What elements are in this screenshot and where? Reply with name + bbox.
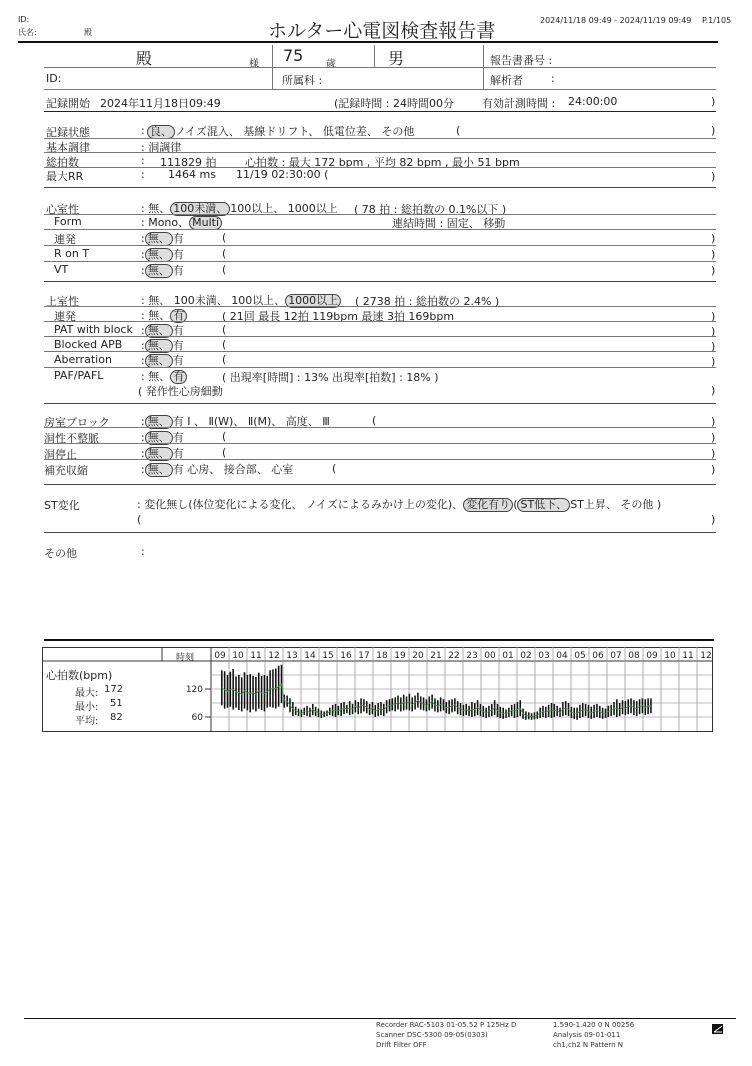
sv-row-options: : 無、 有 [141, 354, 184, 367]
hour-label: 02 [520, 651, 532, 661]
hour-label: 17 [358, 651, 370, 661]
v-row-options: : 無、 有 [141, 232, 184, 245]
analyst-colon: : [551, 72, 555, 85]
rhythm-value: : 洞調律 [141, 141, 182, 154]
hour-label: 16 [340, 651, 352, 661]
oa-row-paren: ( [372, 414, 377, 427]
chart-title: 心拍数(bpm) [46, 669, 113, 682]
v-row-paren: ( [222, 247, 227, 260]
hour-label: 05 [574, 651, 586, 661]
v-row-close: ) [711, 232, 716, 245]
sv-row-options: : 無、 有 [141, 339, 184, 352]
oa-row-close: ) [711, 463, 716, 476]
st-text: : 変化無し(体位変化による変化、 ノイズによるみかけ上の変化)、 [137, 498, 464, 511]
max-rr-label: 最大RR [46, 170, 84, 183]
oa-row-paren: ( [222, 430, 227, 443]
report-title: ホルター心電図検査報告書 [268, 20, 496, 42]
paf-prefix: : 無、 [141, 370, 171, 383]
supraventricular-label: 上室性 [46, 295, 79, 308]
logo-icon [712, 1024, 723, 1034]
hour-label: 09 [646, 651, 658, 661]
ventricular-selected: 100未満、 [170, 202, 230, 216]
paf-options [141, 368, 187, 384]
record-start-value: 2024年11月18日09:49 [100, 97, 221, 110]
paf-selected: 有 [170, 370, 187, 384]
hour-label: 06 [592, 651, 604, 661]
sv-prefix: : 無、 100未満、 100以上、 [141, 294, 286, 307]
record-duration: (記録時間 : 24時間00分 [334, 97, 454, 110]
oa-row-paren: ( [222, 446, 227, 459]
oa-row-options: : 無、 有 [141, 431, 184, 444]
report-number-label: 報告書番号 : [490, 54, 553, 67]
v-row-label: VT [54, 263, 69, 276]
sv-row-label: Aberration [54, 353, 112, 366]
y-tick-label: 60 [191, 713, 203, 723]
sv-row-rest: 有 [172, 339, 184, 352]
hour-label: 12 [268, 651, 280, 661]
stat-min-label: 最小: [75, 702, 99, 713]
hour-label: 21 [430, 651, 442, 661]
record-start-label: 記録開始 [46, 97, 90, 110]
hour-label: 01 [502, 651, 514, 661]
st-selected-change: 変化有り [463, 498, 513, 512]
status-close: ) [711, 124, 716, 137]
sv-row-close: ) [711, 325, 716, 338]
effective-time-value: 24:00:00 [568, 95, 618, 108]
st-selected-depression: ST低下、 [517, 498, 570, 512]
oa-row-close: ) [711, 431, 716, 444]
top-id-label: ID: [18, 15, 30, 24]
other-label: その他 [44, 547, 77, 560]
total-beats-value: 111829 拍 [160, 156, 217, 169]
oa-row-selected: 無、 [145, 463, 173, 477]
paf-label: PAF/PAFL [54, 369, 104, 382]
effective-time-label: 有効計測時間 : [482, 97, 556, 110]
rhythm-label: 基本調律 [46, 141, 90, 154]
v-row-label: 連発 [54, 233, 76, 246]
total-beats-colon: : [141, 154, 145, 167]
max-rr-colon: : [141, 168, 145, 181]
st-label: ST変化 [44, 499, 80, 512]
hour-label: 14 [304, 651, 316, 661]
sv-run-detail: ( 21回 最長 12拍 119bpm 最速 3拍 169bpm [222, 310, 455, 323]
v-row-selected: 無、 [145, 248, 173, 262]
hour-label: 03 [538, 651, 550, 661]
hour-label: 13 [286, 651, 298, 661]
hour-label: 00 [484, 651, 496, 661]
oa-row-close: ) [711, 415, 716, 428]
sv-row-close: ) [711, 340, 716, 353]
sv-row-paren: ( [222, 323, 227, 336]
sv-run-close: ) [711, 310, 716, 323]
v-row-rest: 有 [172, 264, 184, 277]
y-tick-label: 120 [185, 685, 203, 695]
v-row-rest: 有 [172, 232, 184, 245]
sv-row-paren: ( [222, 353, 227, 366]
page-number: P.1/105 [702, 16, 732, 25]
footer-analysis: Analysis 09-01-011 [553, 1031, 621, 1039]
stat-min: 51 [110, 698, 123, 709]
oa-row-rest: 有 [172, 431, 184, 444]
report-period: 2024/11/18 09:49 - 2024/11/19 09:49 [540, 16, 692, 25]
oa-row-rest: 有 心房、 接合部、 心室 [172, 463, 294, 476]
oa-row-options: : 無、 有 Ⅰ 、 Ⅱ(W)、 Ⅱ(M)、 高度、 Ⅲ [141, 415, 330, 428]
v-row-selected: 無、 [145, 264, 173, 278]
stat-avg-label: 平均: [75, 716, 99, 727]
sv-row-options: : 無、 有 [141, 324, 184, 337]
v-row-close: ) [711, 248, 716, 261]
sv-row-rest: 有 [172, 324, 184, 337]
st-rest: ST上昇、 その他 ) [570, 498, 662, 511]
oa-row-label: 房室ブロック [44, 416, 110, 429]
sv-row-selected: 無、 [145, 324, 173, 338]
v-row-paren: ( [222, 263, 227, 276]
heart-rate-trend-chart [42, 647, 716, 733]
patient-age-unit: 歳 [326, 59, 336, 70]
sv-row-close: ) [711, 355, 716, 368]
ventricular-prefix: : 無、 [141, 202, 171, 215]
st-close: ) [711, 513, 716, 526]
form-prefix: : Mono、 [141, 216, 190, 229]
time-header: 時刻 [176, 653, 195, 663]
top-name-suffix: 殿 [84, 28, 92, 37]
analyst-label: 解析者 [490, 74, 523, 87]
sv-run-selected: 有 [170, 309, 187, 323]
max-rr-close: ) [711, 170, 716, 183]
hour-label: 11 [250, 651, 262, 661]
patient-id-label: ID: [46, 72, 62, 85]
paf-close: ) [711, 384, 716, 397]
other-colon: : [141, 545, 145, 558]
stat-max: 172 [104, 684, 124, 695]
top-name-label: 氏名: [18, 28, 37, 37]
max-rr-time: 11/19 02:30:00 ( [236, 168, 329, 181]
v-row-options: : 無、 有 [141, 248, 184, 261]
footer-scanner: Scanner DSC-5300 09-05(0303) [376, 1031, 488, 1039]
st-paren-open: ( [513, 498, 518, 511]
patient-age: 75 [283, 46, 304, 65]
hour-label: 12 [700, 651, 712, 661]
hour-label: 22 [448, 651, 460, 661]
patient-name-honorific: 殿 [136, 49, 153, 68]
status-label: 記録状態 [46, 126, 90, 139]
hour-label: 11 [682, 651, 694, 661]
sv-row-label: Blocked APB [54, 338, 123, 351]
patient-sex: 男 [388, 49, 405, 68]
footer-code: 1.590-1.420 0 N 00256 [553, 1021, 635, 1029]
oa-row-rest: 有 Ⅰ 、 Ⅱ(W)、 Ⅱ(M)、 高度、 Ⅲ [172, 415, 330, 428]
oa-row-options: : 無、 有 [141, 447, 184, 460]
form-selected: Multi [189, 216, 222, 230]
form-options [141, 214, 222, 230]
sv-row-label: PAT with block [54, 323, 133, 336]
status-selected: 良、 [147, 125, 175, 139]
stat-max-label: 最大: [75, 688, 99, 699]
ventricular-count: ( 78 拍 : 総拍数の 0.1%以下 ) [354, 203, 507, 216]
sv-run-prefix: : 無、 [141, 309, 171, 322]
hour-label: 19 [394, 651, 406, 661]
oa-row-selected: 無、 [145, 431, 173, 445]
sv-row-paren: ( [222, 338, 227, 351]
max-rr-value: 1464 ms [168, 168, 216, 181]
status-rest: ノイズ混入、 基線ドリフト、 低電位差、 その他 [175, 125, 415, 138]
stat-avg: 82 [110, 712, 123, 723]
oa-row-close: ) [711, 447, 716, 460]
coupling-interval: 連結時間 : 固定、 移動 [392, 217, 506, 230]
hour-label: 07 [610, 651, 622, 661]
hour-label: 04 [556, 651, 568, 661]
st-line2: ( [137, 513, 142, 526]
hour-label: 23 [466, 651, 478, 661]
oa-row-selected: 無、 [145, 415, 173, 429]
v-row-label: R on T [54, 247, 90, 260]
oa-row-label: 補充収縮 [44, 464, 88, 477]
v-row-close: ) [711, 264, 716, 277]
hour-label: 20 [412, 651, 424, 661]
department-label: 所属科 : [282, 74, 323, 87]
paf-note: ( 発作性心房細動 [138, 385, 223, 398]
v-row-rest: 有 [172, 248, 184, 261]
oa-row-rest: 有 [172, 447, 184, 460]
ventricular-label: 心室性 [46, 203, 79, 216]
status-options [147, 123, 414, 139]
sv-count: ( 2738 拍 : 総拍数の 2.4% ) [355, 295, 500, 308]
hour-label: 10 [232, 651, 244, 661]
sv-row-selected: 無、 [145, 339, 173, 353]
record-close-paren: ) [711, 95, 716, 108]
st-options [137, 496, 661, 512]
paf-rate: ( 出現率[時間] : 13% 出現率[拍数] : 18% ) [222, 371, 439, 384]
v-row-paren: ( [222, 231, 227, 244]
footer-recorder: Recorder RAC-5103 01-05.52 P 125Hz D [376, 1021, 517, 1029]
status-paren: ( [456, 124, 461, 137]
footer-pattern: ch1,ch2 N Pattern N [553, 1041, 624, 1049]
heart-rate-summary: 心拍数 : 最大 172 bpm , 平均 82 bpm , 最小 51 bpm [245, 156, 520, 169]
oa-row-paren: ( [332, 462, 337, 475]
sv-row-selected: 無、 [145, 354, 173, 368]
oa-row-options: : 無、 有 心房、 接合部、 心室 [141, 463, 294, 476]
sv-run-label: 連発 [54, 310, 76, 323]
v-row-selected: 無、 [145, 232, 173, 246]
oa-row-label: 洞性不整脈 [44, 432, 99, 445]
footer-drift: Drift Filter OFF [376, 1041, 427, 1049]
form-label: Form [54, 215, 82, 228]
hour-label: 08 [628, 651, 640, 661]
hour-label: 15 [322, 651, 334, 661]
oa-row-selected: 無、 [145, 447, 173, 461]
status-colon: : [141, 124, 145, 137]
ventricular-rest: 100以上、 1000以上 [230, 202, 338, 215]
sv-row-rest: 有 [172, 354, 184, 367]
hour-label: 09 [214, 651, 226, 661]
hour-label: 10 [664, 651, 676, 661]
patient-sama: 様 [249, 59, 259, 70]
hour-label: 18 [376, 651, 388, 661]
oa-row-label: 洞停止 [44, 448, 77, 461]
total-beats-label: 総拍数 [46, 156, 79, 169]
v-row-options: : 無、 有 [141, 264, 184, 277]
sv-selected: 1000以上 [285, 294, 341, 308]
